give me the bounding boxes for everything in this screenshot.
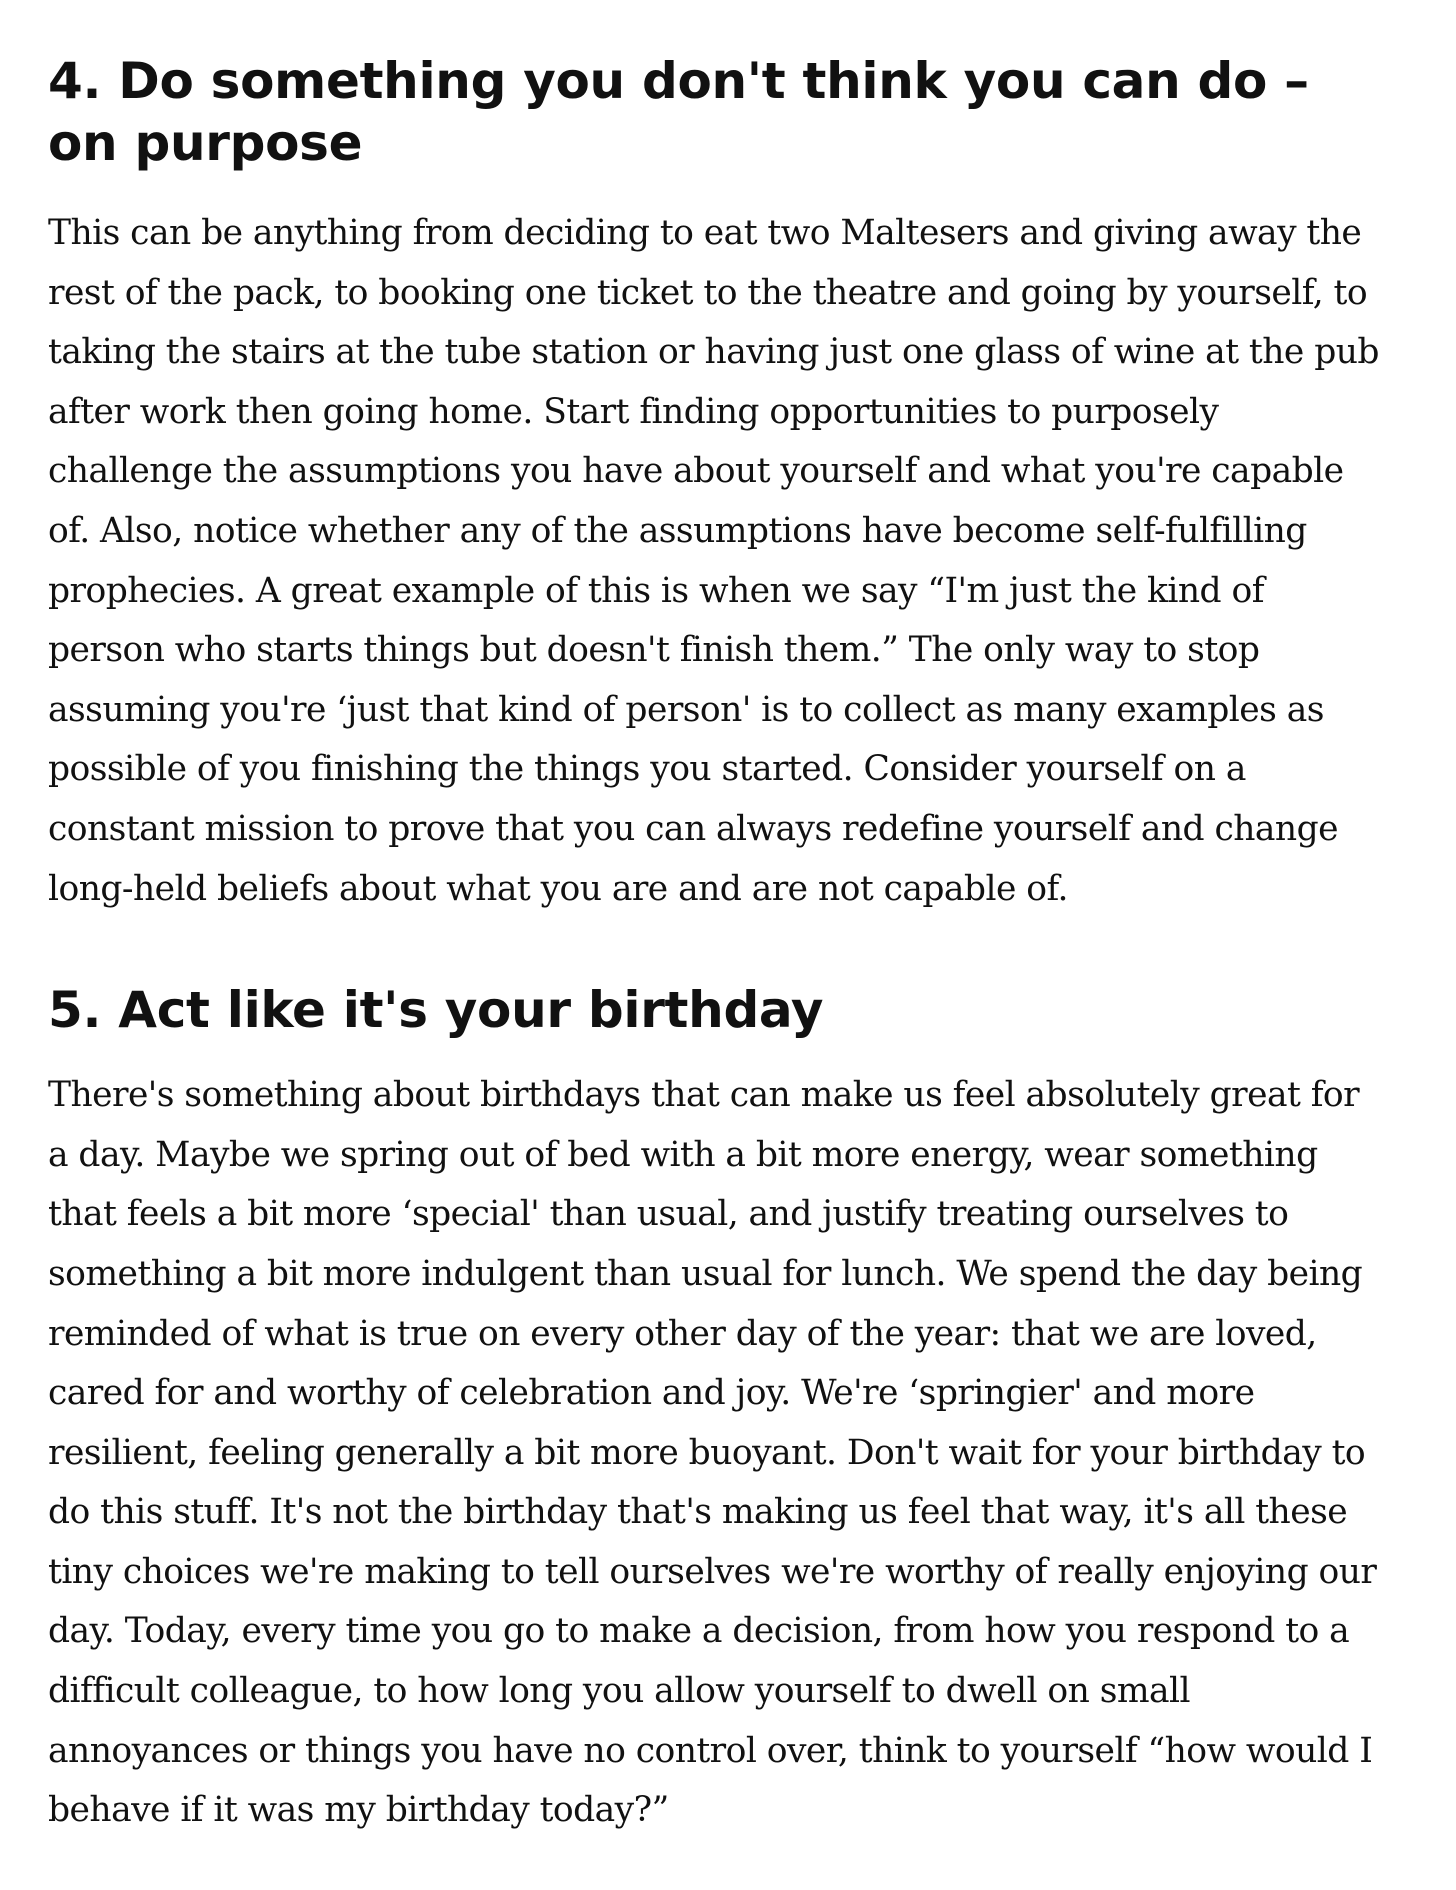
section-heading-4: 4. Do something you don't think you can do – on purpose: [48, 52, 1309, 172]
section-body-4: This can be anything from deciding to eat two Maltesers and giving away the rest of the pack, to booking one ticket to the theatre and going by yourself, to taking the stairs at the tube station or having just one glass of wine at the pub after work then going home. Start finding opportunities to purposely challenge the assumptions you have about yourself and what you're capable of. Also, notice whether any of the assumptions have become self-fulfilling prophecies. A great example of this is when we say “I'm just the kind of person who starts things but doesn't finish them.” The only way to stop assuming you're ‘just that kind of person' is to collect as many examples as possible of you finishing the things you started. Consider yourself on a constant mission to prove that you can always redefine yourself and change long-held beliefs about what you are and are not capable of.: [48, 213, 1379, 909]
section-body-5: There's something about birthdays that can make us feel absolutely great for a day. Maybe we spring out of bed with a bit more energy, wear something that feels a bit more ‘special' than usual, and justify treating ourselves to something a bit more indulgent than usual for lunch. We spend the day being reminded of what is true on every other day of the year: that we are loved, cared for and worthy of celebration and joy. We're ‘springier' and more resilient, feeling generally a bit more buoyant. Don't wait for your birthday to do this stuff. It's not the birthday that's making us feel that way, it's all these tiny choices we're making to tell ourselves we're worthy of really enjoying our day. Today, every time you go to make a decision, from how you respond to a difficult colleague, to how long you allow yourself to dwell on small annoyances or things you have no control over, think to yourself “how would I behave if it was my birthday today?”: [48, 1075, 1377, 1831]
article-content: [48, 50, 1388, 1841]
section-heading-5: 5. Act like it's your birthday: [48, 981, 824, 1040]
